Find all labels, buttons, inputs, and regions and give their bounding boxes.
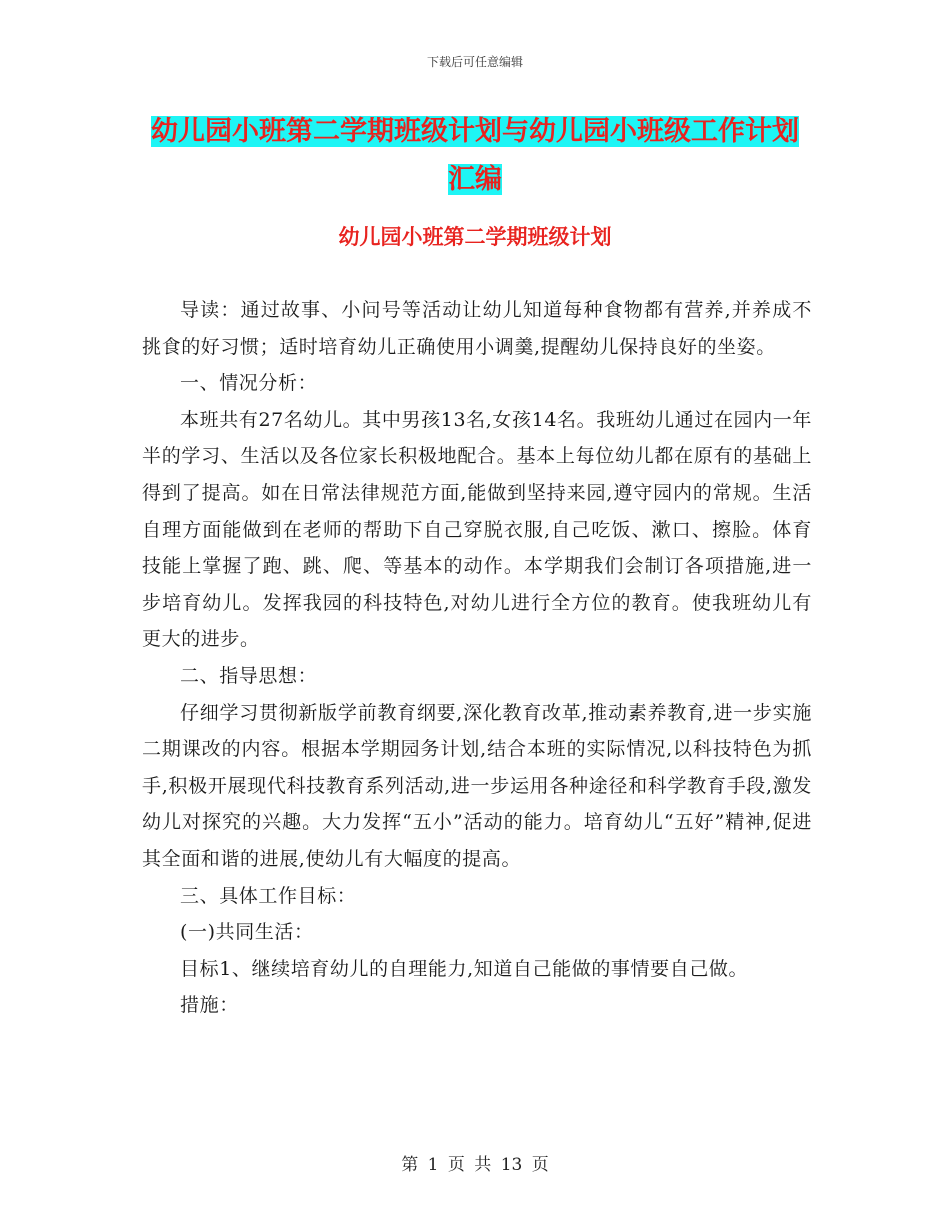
- heading-work-goals: 三、具体工作目标：: [180, 884, 357, 907]
- paragraph-goal-1: 目标1、继续培育幼儿的自理能力,知道自己能做的事情要自己做。: [180, 957, 749, 980]
- paragraph-situation: 本班共有27名幼儿。其中男孩13名,女孩14名。我班幼儿通过在园内一年半的学习、生活以及各位家长积极地配合。基本上每位幼儿都在原有的基础上得到了提高。如在日常法律规范方面,能做到坚持来园,遵守园内的常规。生活自理方面能做到在老师的帮助下自己穿脱衣服,自己吃饭、漱口、擦脸。体育技能上掌握了跑、跳、爬、等基本的动作。本学期我们会制订各项措施,进一步培育幼儿。发挥我园的科技特色,对幼儿进行全方位的教育。使我班幼儿有更大的进步。: [142, 408, 812, 651]
- page-header-note: 下载后可任意编辑: [426, 55, 523, 69]
- section-title: 幼儿园小班第二学期班级计划: [338, 225, 612, 249]
- document-body: [142, 292, 812, 1024]
- paragraph-guiding: 仔细学习贯彻新版学前教育纲要,深化教育改革,推动素养教育,进一步实施二期课改的内容。根据本学期园务计划,结合本班的实际情况,以科技特色为抓手,积极开展现代科技教育系列活动,进一步运用各种途径和科学教育手段,激发幼儿对探究的兴趣。大力发挥“五小”活动的能力。培育幼儿“五好”精神,促进其全面和谐的进展,使幼儿有大幅度的提高。: [142, 701, 812, 870]
- heading-measures: 措施：: [180, 994, 239, 1017]
- paragraph-intro: 导读：通过故事、小问号等活动让幼儿知道每种食物都有营养,并养成不挑食的好习惯；适时培育幼儿正确使用小调羹,提醒幼儿保持良好的坐姿。: [142, 299, 812, 358]
- page-number: 第 1 页 共 13 页: [401, 1155, 549, 1175]
- heading-common-life: (一)共同生活：: [180, 921, 314, 944]
- heading-situation-analysis: 一、情况分析：: [180, 372, 318, 395]
- heading-guiding-thought: 二、指导思想：: [180, 664, 318, 687]
- document-title: [142, 108, 808, 204]
- document-title-text: 幼儿园小班第二学期班级计划与幼儿园小班级工作计划汇编: [151, 116, 799, 195]
